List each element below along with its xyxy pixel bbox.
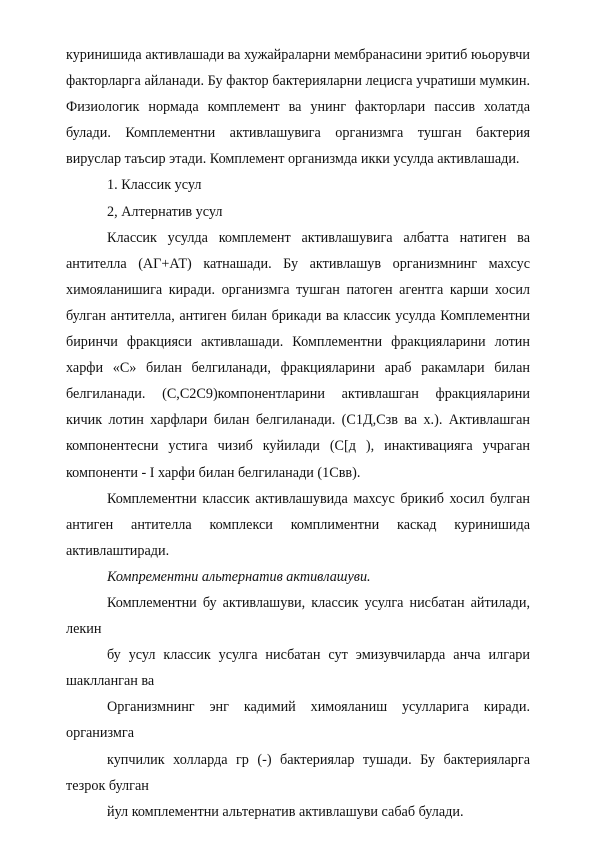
list-item-alternative-method: 2, Алтернатив усул — [107, 203, 223, 220]
list-item-classic-method: 1. Классик усул — [107, 177, 202, 194]
paragraph-classic-pathway: Классик усулда комплемент активлашувига албатта натиген ва антителла (АГ+АТ) катнашади. Бу активлашув организмнинг махсус химояланишига киради. организмга тушган патоген агентга карши хосил булган антителла, антиген билан брикади ва классик усулда Комплементни биринчи фракцияси активлашади. Комплементни фракцияларини лотин харфи «С» билан белгиланади, фракцияларини араб ракамлари билан белгиланади. (С,С2С9)компонентларини активлашган фракцияларини кичик лотин харфлари билан белгиланади. (С1Д,Сзв ва х.). Активлашган компонентесни устига чизиб куйилади (С[д ), инактивацияга учраган компоненти - I харфи билан белгиланади (1Свв). — [66, 229, 530, 481]
paragraph-alternative-4: купчилик холларда гр (-) бактериялар тушади. Бу бактерияларга тезрок булган — [66, 751, 530, 794]
paragraph-alternative-2: бу усул классик усулга нисбатан сут эмизувчиларда анча илгари шаклланган ва — [66, 647, 530, 690]
paragraph-classic-activation: Комплементни классик активлашувида махсус брикиб хосил булган антиген антителла комплекси комплиментни каскад куринишида активлаштиради. — [66, 490, 530, 559]
paragraph-alternative-3: Организмнинг энг кадимий химояланиш усулларига киради. организмга — [66, 699, 530, 742]
paragraph-alternative-1: Комплементни бу активлашуви, классик усулга нисбатан айтилади, лекин — [66, 594, 530, 638]
paragraph-intro: куринишида активлашади ва хужайраларни мембранасини эритиб юьорувчи факторларга айланади. Бу фактор бактерияларни лецисга учратиши мумкин. Физиологик нормада комплемент ва унинг факторлари пассив холатда булади. Комплементни активлашувига организмга тушган бактерия вируслар таъсир этади. Комплемент организмда икки усулда активлашади. — [66, 47, 530, 168]
section-heading-alternative: Компрементни альтернатив активлашуви. — [107, 568, 371, 585]
paragraph-alternative-5: йул комплементни альтернатив активлашуви сабаб булади. — [107, 803, 464, 820]
